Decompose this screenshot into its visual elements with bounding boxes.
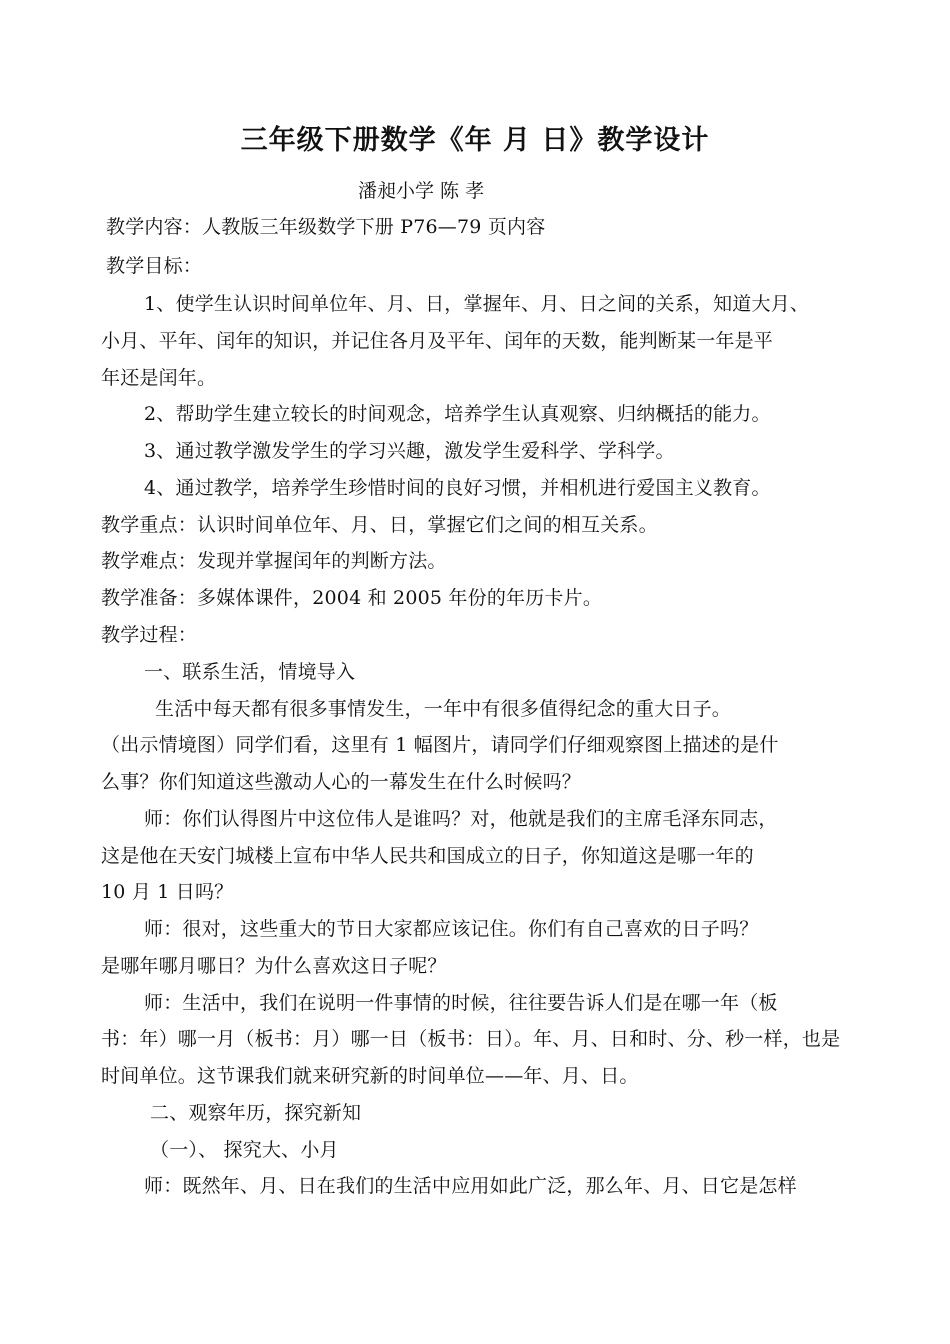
difficulty: 教学难点：发现并掌握闰年的判断方法。 [101,550,447,572]
objective-1-cont: 小月、平年、闰年的知识，并记住各月及平年、闰年的天数，能判断某一年是平 [101,330,774,352]
objective-3: 3、通过教学激发学生的学习兴趣，激发学生爱科学、学科学。 [144,440,675,462]
paragraph-line: 么事？你们知道这些激动人心的一幕发生在什么时候吗？ [101,771,582,793]
paragraph-line: 是哪年哪月哪日？为什么喜欢这日子呢？ [101,955,447,977]
paragraph-line: 书：年）哪一月（板书：月）哪一日（板书：日）。年、月、日和时、分、秒一样，也是 [101,1028,841,1050]
content-line: 教学内容：人教版三年级数学下册 P76—79 页内容 [106,216,546,238]
paragraph-line: 这是他在天安门城楼上宣布中华人民共和国成立的日子，你知道这是哪一年的 [101,845,754,867]
paragraph-line: 生活中每天都有很多事情发生，一年中有很多值得纪念的重大日子。 [155,698,732,720]
paragraph-line: （出示情境图）同学们看，这里有 1 幅图片，请同学们仔细观察图上描述的是什 [101,734,779,756]
paragraph-line: 师：很对，这些重大的节日大家都应该记住。你们有自己喜欢的日子吗？ [144,918,759,940]
section-1-heading: 一、联系生活，情境导入 [144,661,356,683]
paragraph-line: 师：你们认得图片中这位伟人是谁吗？对，他就是我们的主席毛泽东同志， [144,808,778,830]
author-line: 潘昶小学 陈 孝 [358,180,485,202]
section-2-heading: 二、观察年历，探究新知 [150,1102,362,1124]
objective-2: 2、帮助学生建立较长的时间观念，培养学生认真观察、归纳概括的能力。 [144,403,771,425]
objective-4: 4、通过教学，培养学生珍惜时间的良好习惯，并相机进行爱国主义教育。 [144,477,771,499]
preparation: 教学准备：多媒体课件，2004 和 2005 年份的年历卡片。 [101,587,603,609]
paragraph-line: 时间单位。这节课我们就来研究新的时间单位——年、月、日。 [101,1065,639,1087]
process-heading: 教学过程： [101,624,198,646]
objective-1-cont: 年还是闰年。 [101,367,217,389]
subsection-heading: （一）、 探究大、小月 [150,1139,339,1161]
paragraph-line: 10 月 1 日吗？ [101,881,234,903]
document-title: 三年级下册数学《年 月 日》教学设计 [240,125,710,156]
paragraph-line: 师：既然年、月、日在我们的生活中应用如此广泛，那么年、月、日它是怎样 [144,1175,797,1197]
key-point: 教学重点：认识时间单位年、月、日，掌握它们之间的相互关系。 [101,514,658,536]
paragraph-line: 师：生活中，我们在说明一件事情的时候，往往要告诉人们是在哪一年（板 [144,992,778,1014]
objective-1: 1、使学生认识时间单位年、月、日，掌握年、月、日之间的关系，知道大月、 [144,293,810,315]
objectives-heading: 教学目标： [106,255,203,277]
